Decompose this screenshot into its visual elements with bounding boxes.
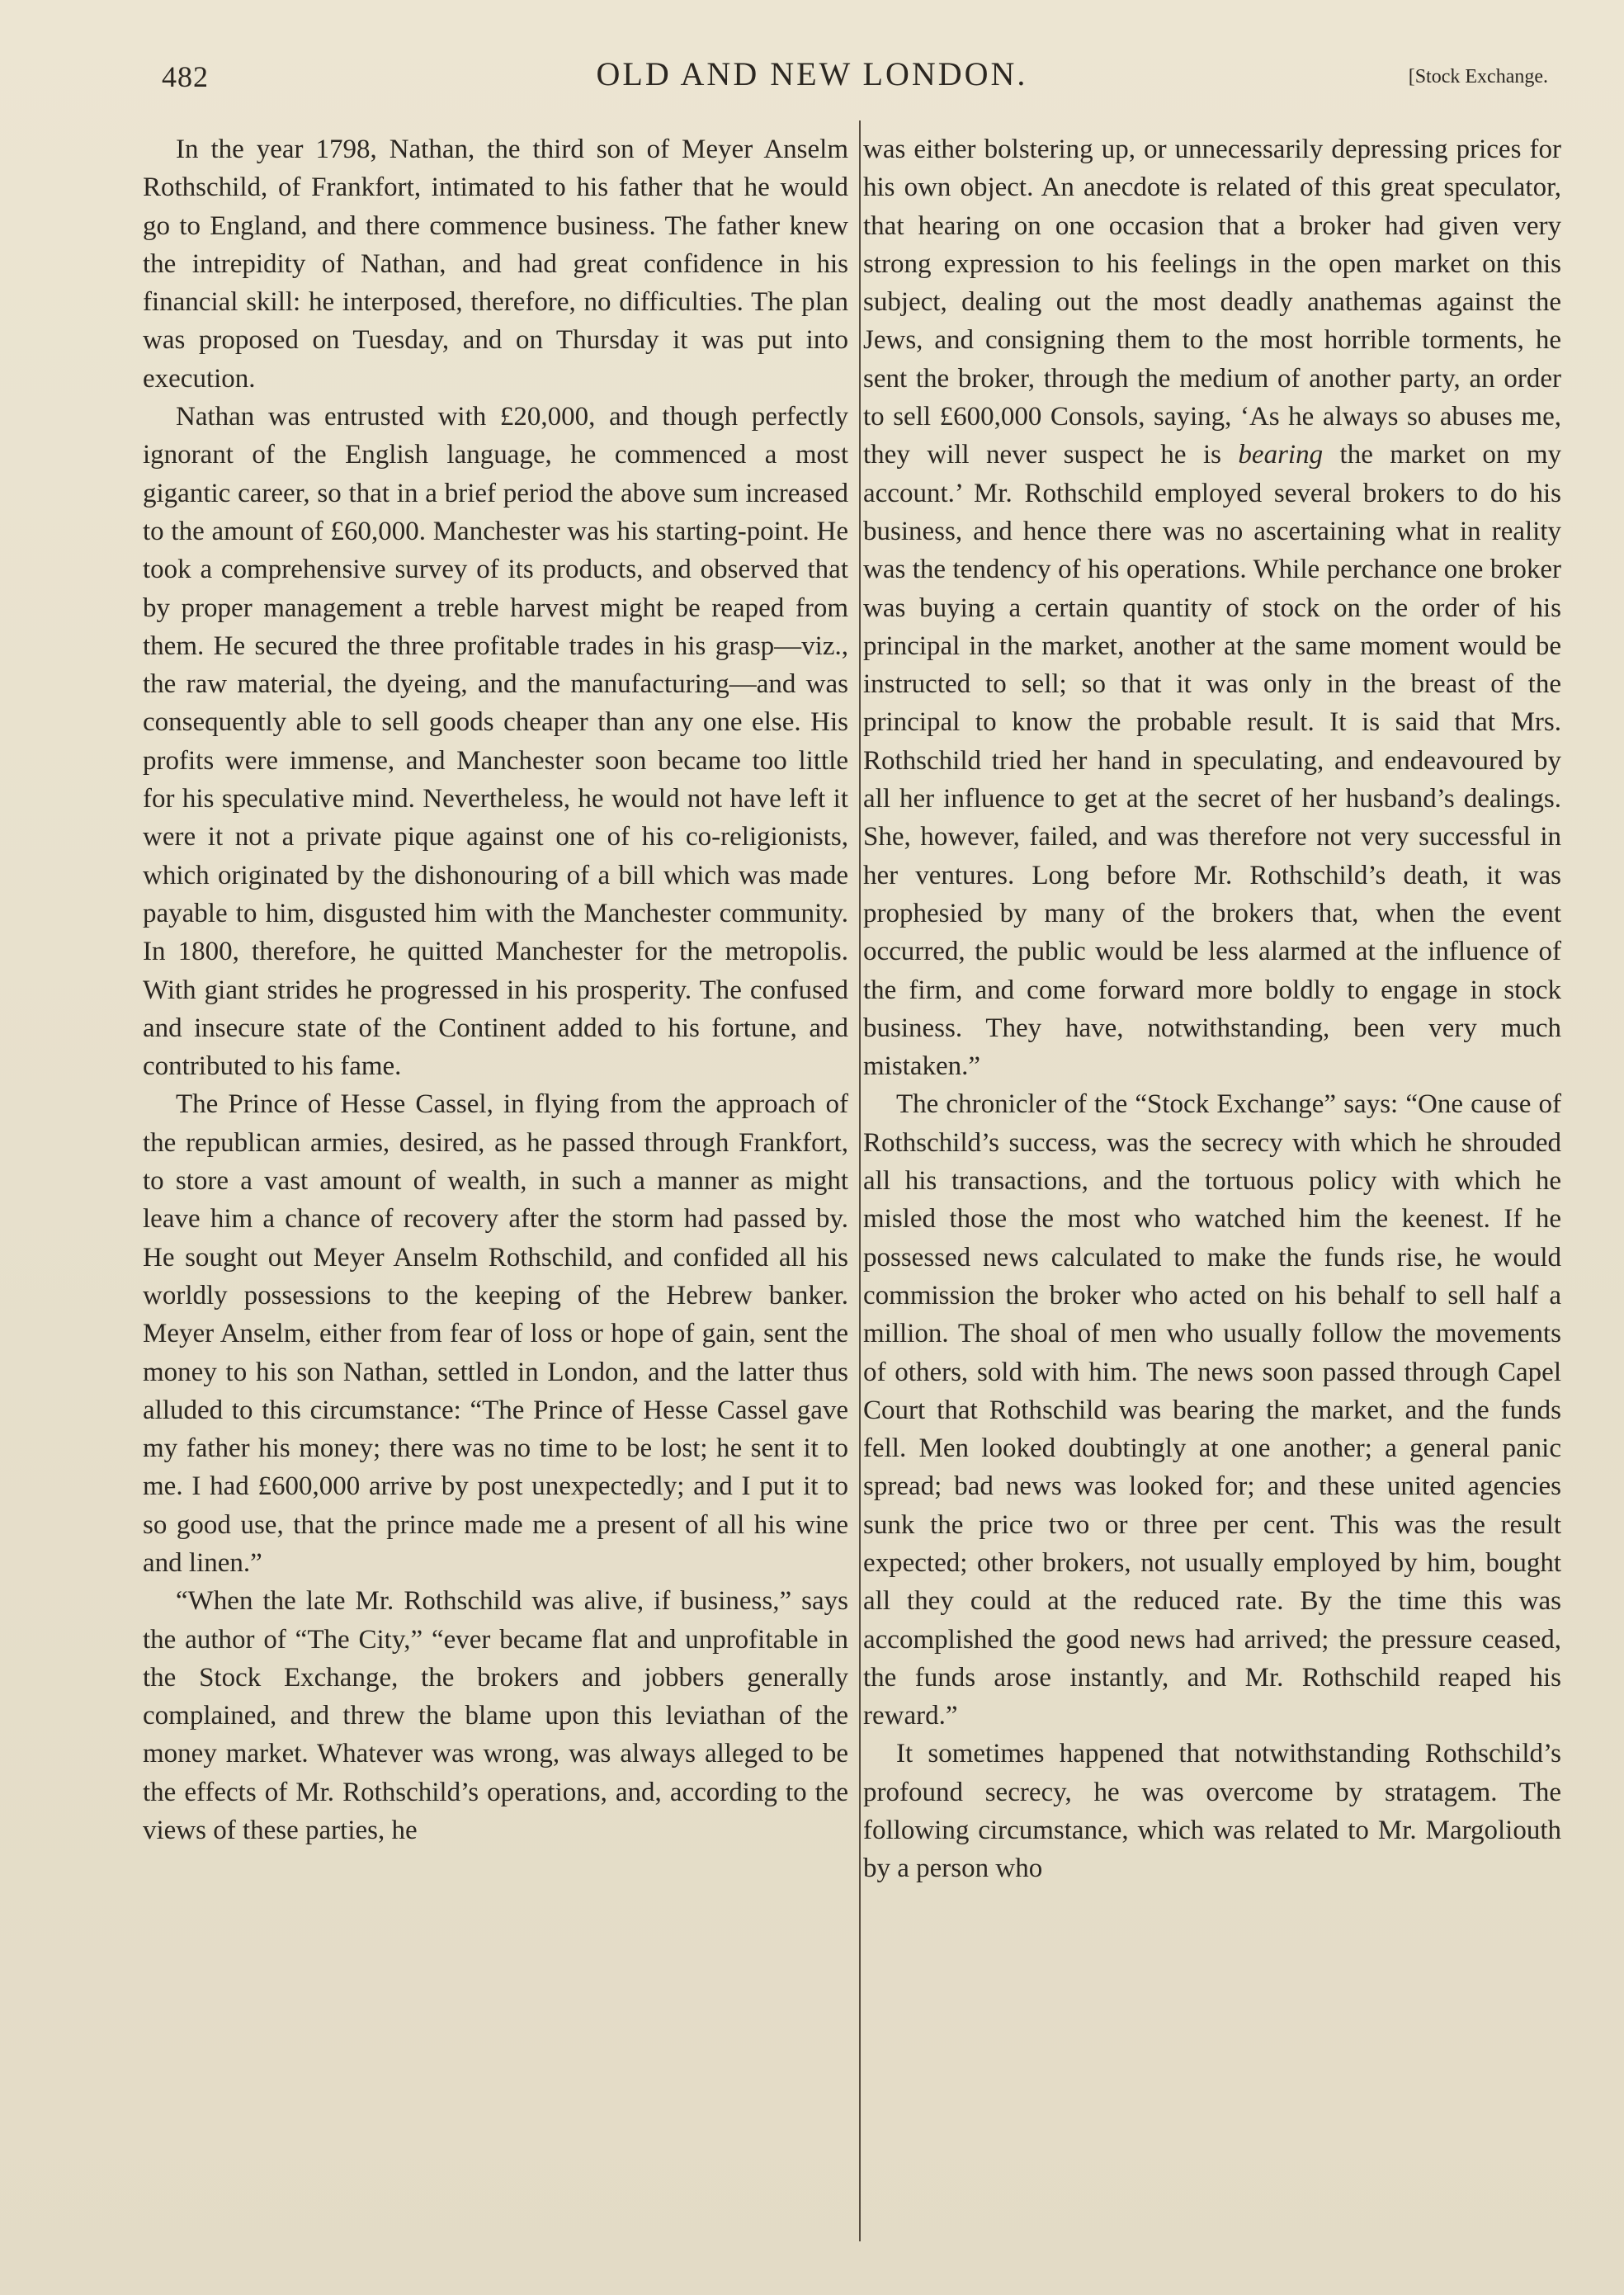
paragraph: In the year 1798, Nathan, the third son of Meyer Anselm Rothschild, of Frankfort, intimated to his father that he would go to England, and there commence business. The father knew the intrepidity of Nathan, and had great confidence in his financial skill: he interposed, therefore, no difficulties. The plan was proposed on Tuesday, and on Thursday it was put into execution. — [143, 135, 848, 394]
column-divider — [859, 120, 861, 2241]
paragraph-text: was either bolstering up, or unnecessarily depressing prices for his own object. An anecdote is related of this great speculator, that hearing on one occasion that a broker had given very strong expression to his feelings in the open market on this subject, dealing out the most deadly anathemas against the Jews, and consigning them to the most horrible torments, he sent the broker, through the medium of another party, an order to sell £600,000 Consols, saying, ‘As he always so abuses me, they will never suspect he is — [863, 135, 1561, 470]
italic-text: bearing — [1238, 440, 1324, 470]
right-column — [863, 130, 1561, 1888]
paragraph: It sometimes happened that notwithstanding Rothschild’s profound secrecy, he was overcome by stratagem. The following circumstance, which was related to Mr. Margoliouth by a person who — [863, 1739, 1561, 1884]
page-number: 482 — [162, 60, 209, 93]
paragraph: “When the late Mr. Rothschild was alive, if business,” says the author of “The City,” “ever became flat and unprofitable in the Stock Exchange, the brokers and jobbers generally complained, and threw the blame upon this leviathan of the money market. Whatever was wrong, was always alleged to be the effects of Mr. Rothschild’s operations, and, according to the views of these parties, he — [143, 1586, 848, 1846]
paragraph: The Prince of Hesse Cassel, in flying from the approach of the republican armies, desired, as he passed through Frankfort, to store a vast amount of wealth, in such a manner as might leave him a chance of recovery after the storm had passed by. He sought out Meyer Anselm Rothschild, and confided all his worldly possessions to the keeping of the Hebrew banker. Meyer Anselm, either from fear of loss or hope of gain, sent the money to his son Nathan, settled in London, and the latter thus alluded to this circumstance: “The Prince of Hesse Cassel gave my father his money; there was no time to be lost; he sent it to me. I had £600,000 arrive by post unexpectedly; and I put it to so good use, that the prince made me a present of all his wine and linen.” — [143, 1089, 848, 1578]
paragraph: The chronicler of the “Stock Exchange” says: “One cause of Rothschild’s success, was the secrecy with which he shrouded all his transactions, and the tortuous policy with which he misled those the most who watched him the keenest. If he possessed news calculated to make the funds rise, he would commission the broker who acted on his behalf to sell half a million. The shoal of men who usually follow the movements of others, sold with him. The news soon passed through Capel Court that Rothschild was bearing the market, and the funds fell. Men looked doubtingly at one another; a general panic spread; bad news was looked for; and these united agencies sunk the price two or three per cent. This was the result expected; other brokers, not usually employed by him, bought all they could at the reduced rate. By the time this was accomplished the good news had arrived; the pressure ceased, the funds arose instantly, and Mr. Rothschild reaped his reward.” — [863, 1089, 1561, 1731]
paragraph — [863, 130, 1561, 1085]
paragraph: Nathan was entrusted with £20,000, and though perfectly ignorant of the English language, he commenced a most gigantic career, so that in a brief period the above sum increased to the amount of £60,000. Manchester was his starting-point. He took a comprehensive survey of its products, and observed that by proper management a treble harvest might be reaped from them. He secured the three profitable trades in his grasp—viz., the raw material, the dyeing, and the manufacturing—and was consequently able to sell goods cheaper than any one else. His profits were immense, and Manchester soon became too little for his speculative mind. Nevertheless, he would not have left it were it not a private pique against one of his co-religionists, which originated by the dishonouring of a bill which was made payable to him, disgusted him with the Manchester community. In 1800, therefore, he quitted Manchester for the metropolis. With giant strides he progressed in his prosperity. The confused and insecure state of the Continent added to his fortune, and contributed to his fame. — [143, 402, 848, 1082]
paragraph-text: the market on my account.’ Mr. Rothschild employed several brokers to do his business, and hence there was no ascertaining what in reality was the tendency of his operations. While perchance one broker was buying a certain quantity of stock on the order of his principal in the market, another at the same moment would be instructed to sell; so that it was only in the breast of the principal to know the probable result. It is said that Mrs. Rothschild tried her hand in speculating, and endeavoured by all her influence to get at the secret of her husband’s dealings. She, however, failed, and was therefore not very successful in her ventures. Long before Mr. Rothschild’s death, it was prophesied by many of the brokers that, when the event occurred, the public would be less alarmed at the influence of the firm, and come forward more boldly to engage in stock business. They have, notwithstanding, been very much mistaken.” — [863, 440, 1561, 1082]
section-label: [Stock Exchange. — [1408, 66, 1548, 87]
left-column — [143, 130, 848, 1849]
page-header — [0, 51, 1624, 101]
running-title: OLD AND NEW LONDON. — [596, 55, 1028, 92]
